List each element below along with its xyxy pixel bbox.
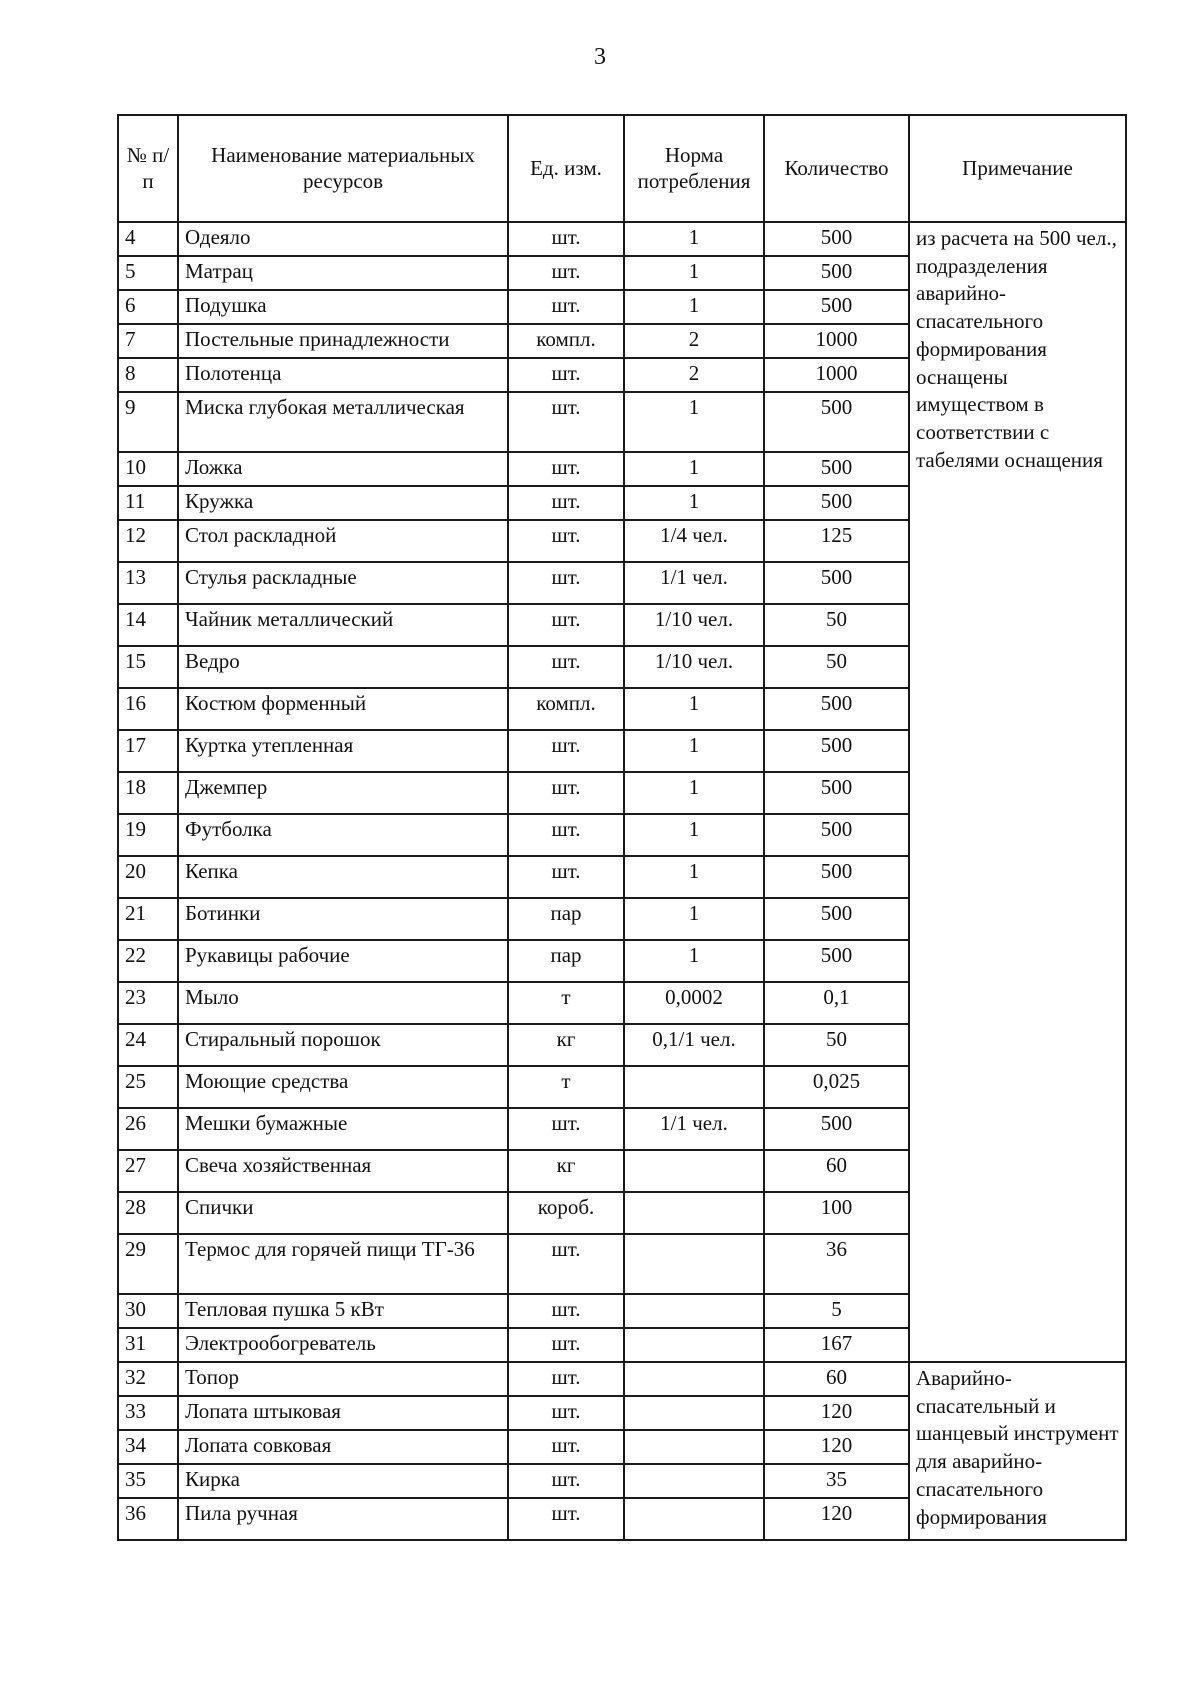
header-unit: Ед. изм. [508,115,624,222]
cell-name: Кепка [178,856,508,898]
cell-num: 35 [118,1464,178,1498]
cell-norm: 1 [624,688,764,730]
cell-unit: шт. [508,1396,624,1430]
cell-unit: шт. [508,562,624,604]
cell-name: Ложка [178,452,508,486]
cell-unit: шт. [508,1430,624,1464]
cell-num: 34 [118,1430,178,1464]
cell-unit: кг [508,1150,624,1192]
cell-name: Костюм форменный [178,688,508,730]
cell-unit: т [508,1066,624,1108]
cell-name: Кирка [178,1464,508,1498]
cell-norm: 1 [624,856,764,898]
cell-num: 13 [118,562,178,604]
cell-unit: шт. [508,290,624,324]
cell-qty: 500 [764,688,909,730]
cell-qty: 100 [764,1192,909,1234]
cell-num: 24 [118,1024,178,1066]
cell-qty: 500 [764,940,909,982]
cell-qty: 1000 [764,324,909,358]
cell-unit: шт. [508,256,624,290]
cell-num: 11 [118,486,178,520]
cell-norm: 1 [624,772,764,814]
cell-name: Электрообогреватель [178,1328,508,1362]
header-qty: Количество [764,115,909,222]
cell-unit: шт. [508,730,624,772]
cell-qty: 500 [764,814,909,856]
cell-qty: 50 [764,604,909,646]
cell-qty: 500 [764,222,909,256]
cell-qty: 500 [764,256,909,290]
cell-qty: 125 [764,520,909,562]
cell-qty: 50 [764,646,909,688]
table-header-row [118,115,1126,222]
cell-unit: пар [508,898,624,940]
cell-name: Ботинки [178,898,508,940]
cell-norm: 0,0002 [624,982,764,1024]
header-norm: Норма потребления [624,115,764,222]
cell-num: 12 [118,520,178,562]
cell-norm [624,1150,764,1192]
cell-num: 29 [118,1234,178,1294]
cell-name: Полотенца [178,358,508,392]
cell-norm: 1 [624,940,764,982]
note-household-supplies: из расчета на 500 чел., подразделения аварийно-спасательного формирования оснащены имуществом в соответствии с табелями оснащения [909,222,1126,1362]
cell-name: Пила ручная [178,1498,508,1540]
cell-name: Ведро [178,646,508,688]
cell-num: 21 [118,898,178,940]
cell-unit: шт. [508,358,624,392]
cell-num: 6 [118,290,178,324]
cell-num: 30 [118,1294,178,1328]
cell-num: 17 [118,730,178,772]
cell-name: Кружка [178,486,508,520]
cell-num: 4 [118,222,178,256]
cell-qty: 500 [764,730,909,772]
cell-unit: шт. [508,520,624,562]
cell-name: Рукавицы рабочие [178,940,508,982]
cell-name: Мыло [178,982,508,1024]
cell-qty: 60 [764,1150,909,1192]
cell-norm: 1 [624,256,764,290]
cell-unit: шт. [508,1294,624,1328]
cell-qty: 500 [764,392,909,452]
cell-num: 23 [118,982,178,1024]
cell-name: Термос для горячей пищи ТГ-36 [178,1234,508,1294]
cell-norm: 1 [624,898,764,940]
header-name: Наименование материальных ресурсов [178,115,508,222]
note-rescue-tools: Аварийно-спасательный и шанцевый инструмент для аварийно-спасательного формирования [909,1362,1126,1540]
cell-unit: короб. [508,1192,624,1234]
cell-qty: 0,1 [764,982,909,1024]
cell-norm: 1 [624,452,764,486]
cell-num: 28 [118,1192,178,1234]
cell-norm [624,1498,764,1540]
cell-num: 31 [118,1328,178,1362]
cell-unit: шт. [508,1498,624,1540]
cell-name: Свеча хозяйственная [178,1150,508,1192]
cell-num: 15 [118,646,178,688]
cell-qty: 1000 [764,358,909,392]
cell-name: Стулья раскладные [178,562,508,604]
cell-qty: 35 [764,1464,909,1498]
cell-unit: шт. [508,1234,624,1294]
cell-name: Постельные принадлежности [178,324,508,358]
cell-num: 7 [118,324,178,358]
cell-norm: 1 [624,290,764,324]
cell-norm: 2 [624,324,764,358]
cell-num: 36 [118,1498,178,1540]
cell-norm: 1 [624,486,764,520]
table-body [118,222,1126,1540]
table-row [118,222,1126,256]
cell-norm [624,1430,764,1464]
table-row [118,1362,1126,1396]
cell-unit: шт. [508,1108,624,1150]
cell-unit: шт. [508,1464,624,1498]
cell-qty: 0,025 [764,1066,909,1108]
cell-num: 8 [118,358,178,392]
cell-norm: 1/10 чел. [624,646,764,688]
cell-num: 14 [118,604,178,646]
cell-unit: шт. [508,1362,624,1396]
cell-name: Куртка утепленная [178,730,508,772]
cell-name: Футболка [178,814,508,856]
cell-qty: 500 [764,898,909,940]
cell-qty: 120 [764,1396,909,1430]
cell-num: 10 [118,452,178,486]
cell-num: 25 [118,1066,178,1108]
resources-table [117,114,1127,1541]
cell-norm [624,1066,764,1108]
cell-num: 26 [118,1108,178,1150]
cell-num: 16 [118,688,178,730]
cell-unit: т [508,982,624,1024]
cell-unit: компл. [508,688,624,730]
cell-norm [624,1192,764,1234]
cell-unit: пар [508,940,624,982]
cell-norm: 1 [624,222,764,256]
cell-qty: 500 [764,290,909,324]
cell-name: Матрац [178,256,508,290]
cell-norm [624,1362,764,1396]
cell-num: 27 [118,1150,178,1192]
cell-qty: 500 [764,452,909,486]
cell-num: 19 [118,814,178,856]
cell-qty: 500 [764,1108,909,1150]
cell-name: Одеяло [178,222,508,256]
cell-name: Стиральный порошок [178,1024,508,1066]
cell-unit: кг [508,1024,624,1066]
cell-unit: шт. [508,856,624,898]
cell-qty: 120 [764,1430,909,1464]
cell-unit: шт. [508,1328,624,1362]
cell-unit: шт. [508,222,624,256]
cell-name: Лопата совковая [178,1430,508,1464]
cell-name: Тепловая пушка 5 кВт [178,1294,508,1328]
cell-num: 32 [118,1362,178,1396]
cell-num: 5 [118,256,178,290]
cell-norm: 0,1/1 чел. [624,1024,764,1066]
cell-norm [624,1464,764,1498]
cell-norm: 1/4 чел. [624,520,764,562]
cell-norm [624,1328,764,1362]
cell-norm: 1 [624,730,764,772]
cell-qty: 500 [764,856,909,898]
header-note: Примечание [909,115,1126,222]
cell-name: Моющие средства [178,1066,508,1108]
cell-name: Лопата штыковая [178,1396,508,1430]
cell-unit: шт. [508,604,624,646]
cell-unit: шт. [508,486,624,520]
cell-norm: 1/1 чел. [624,562,764,604]
header-num: № п/п [118,115,178,222]
cell-num: 33 [118,1396,178,1430]
cell-qty: 50 [764,1024,909,1066]
cell-norm: 2 [624,358,764,392]
cell-qty: 5 [764,1294,909,1328]
cell-num: 22 [118,940,178,982]
cell-name: Мешки бумажные [178,1108,508,1150]
cell-qty: 500 [764,562,909,604]
cell-name: Топор [178,1362,508,1396]
page-number: 3 [594,44,606,70]
cell-num: 9 [118,392,178,452]
cell-name: Чайник металлический [178,604,508,646]
cell-norm: 1 [624,814,764,856]
cell-qty: 36 [764,1234,909,1294]
cell-unit: компл. [508,324,624,358]
cell-name: Подушка [178,290,508,324]
cell-norm [624,1234,764,1294]
cell-unit: шт. [508,646,624,688]
cell-num: 18 [118,772,178,814]
cell-qty: 500 [764,486,909,520]
cell-unit: шт. [508,772,624,814]
cell-name: Джемпер [178,772,508,814]
cell-unit: шт. [508,814,624,856]
cell-name: Миска глубокая металлическая [178,392,508,452]
cell-norm: 1/10 чел. [624,604,764,646]
cell-unit: шт. [508,392,624,452]
cell-name: Спички [178,1192,508,1234]
cell-qty: 120 [764,1498,909,1540]
cell-num: 20 [118,856,178,898]
cell-qty: 60 [764,1362,909,1396]
cell-unit: шт. [508,452,624,486]
cell-norm: 1 [624,392,764,452]
cell-norm: 1/1 чел. [624,1108,764,1150]
cell-qty: 500 [764,772,909,814]
cell-norm [624,1396,764,1430]
cell-qty: 167 [764,1328,909,1362]
cell-name: Стол раскладной [178,520,508,562]
cell-norm [624,1294,764,1328]
